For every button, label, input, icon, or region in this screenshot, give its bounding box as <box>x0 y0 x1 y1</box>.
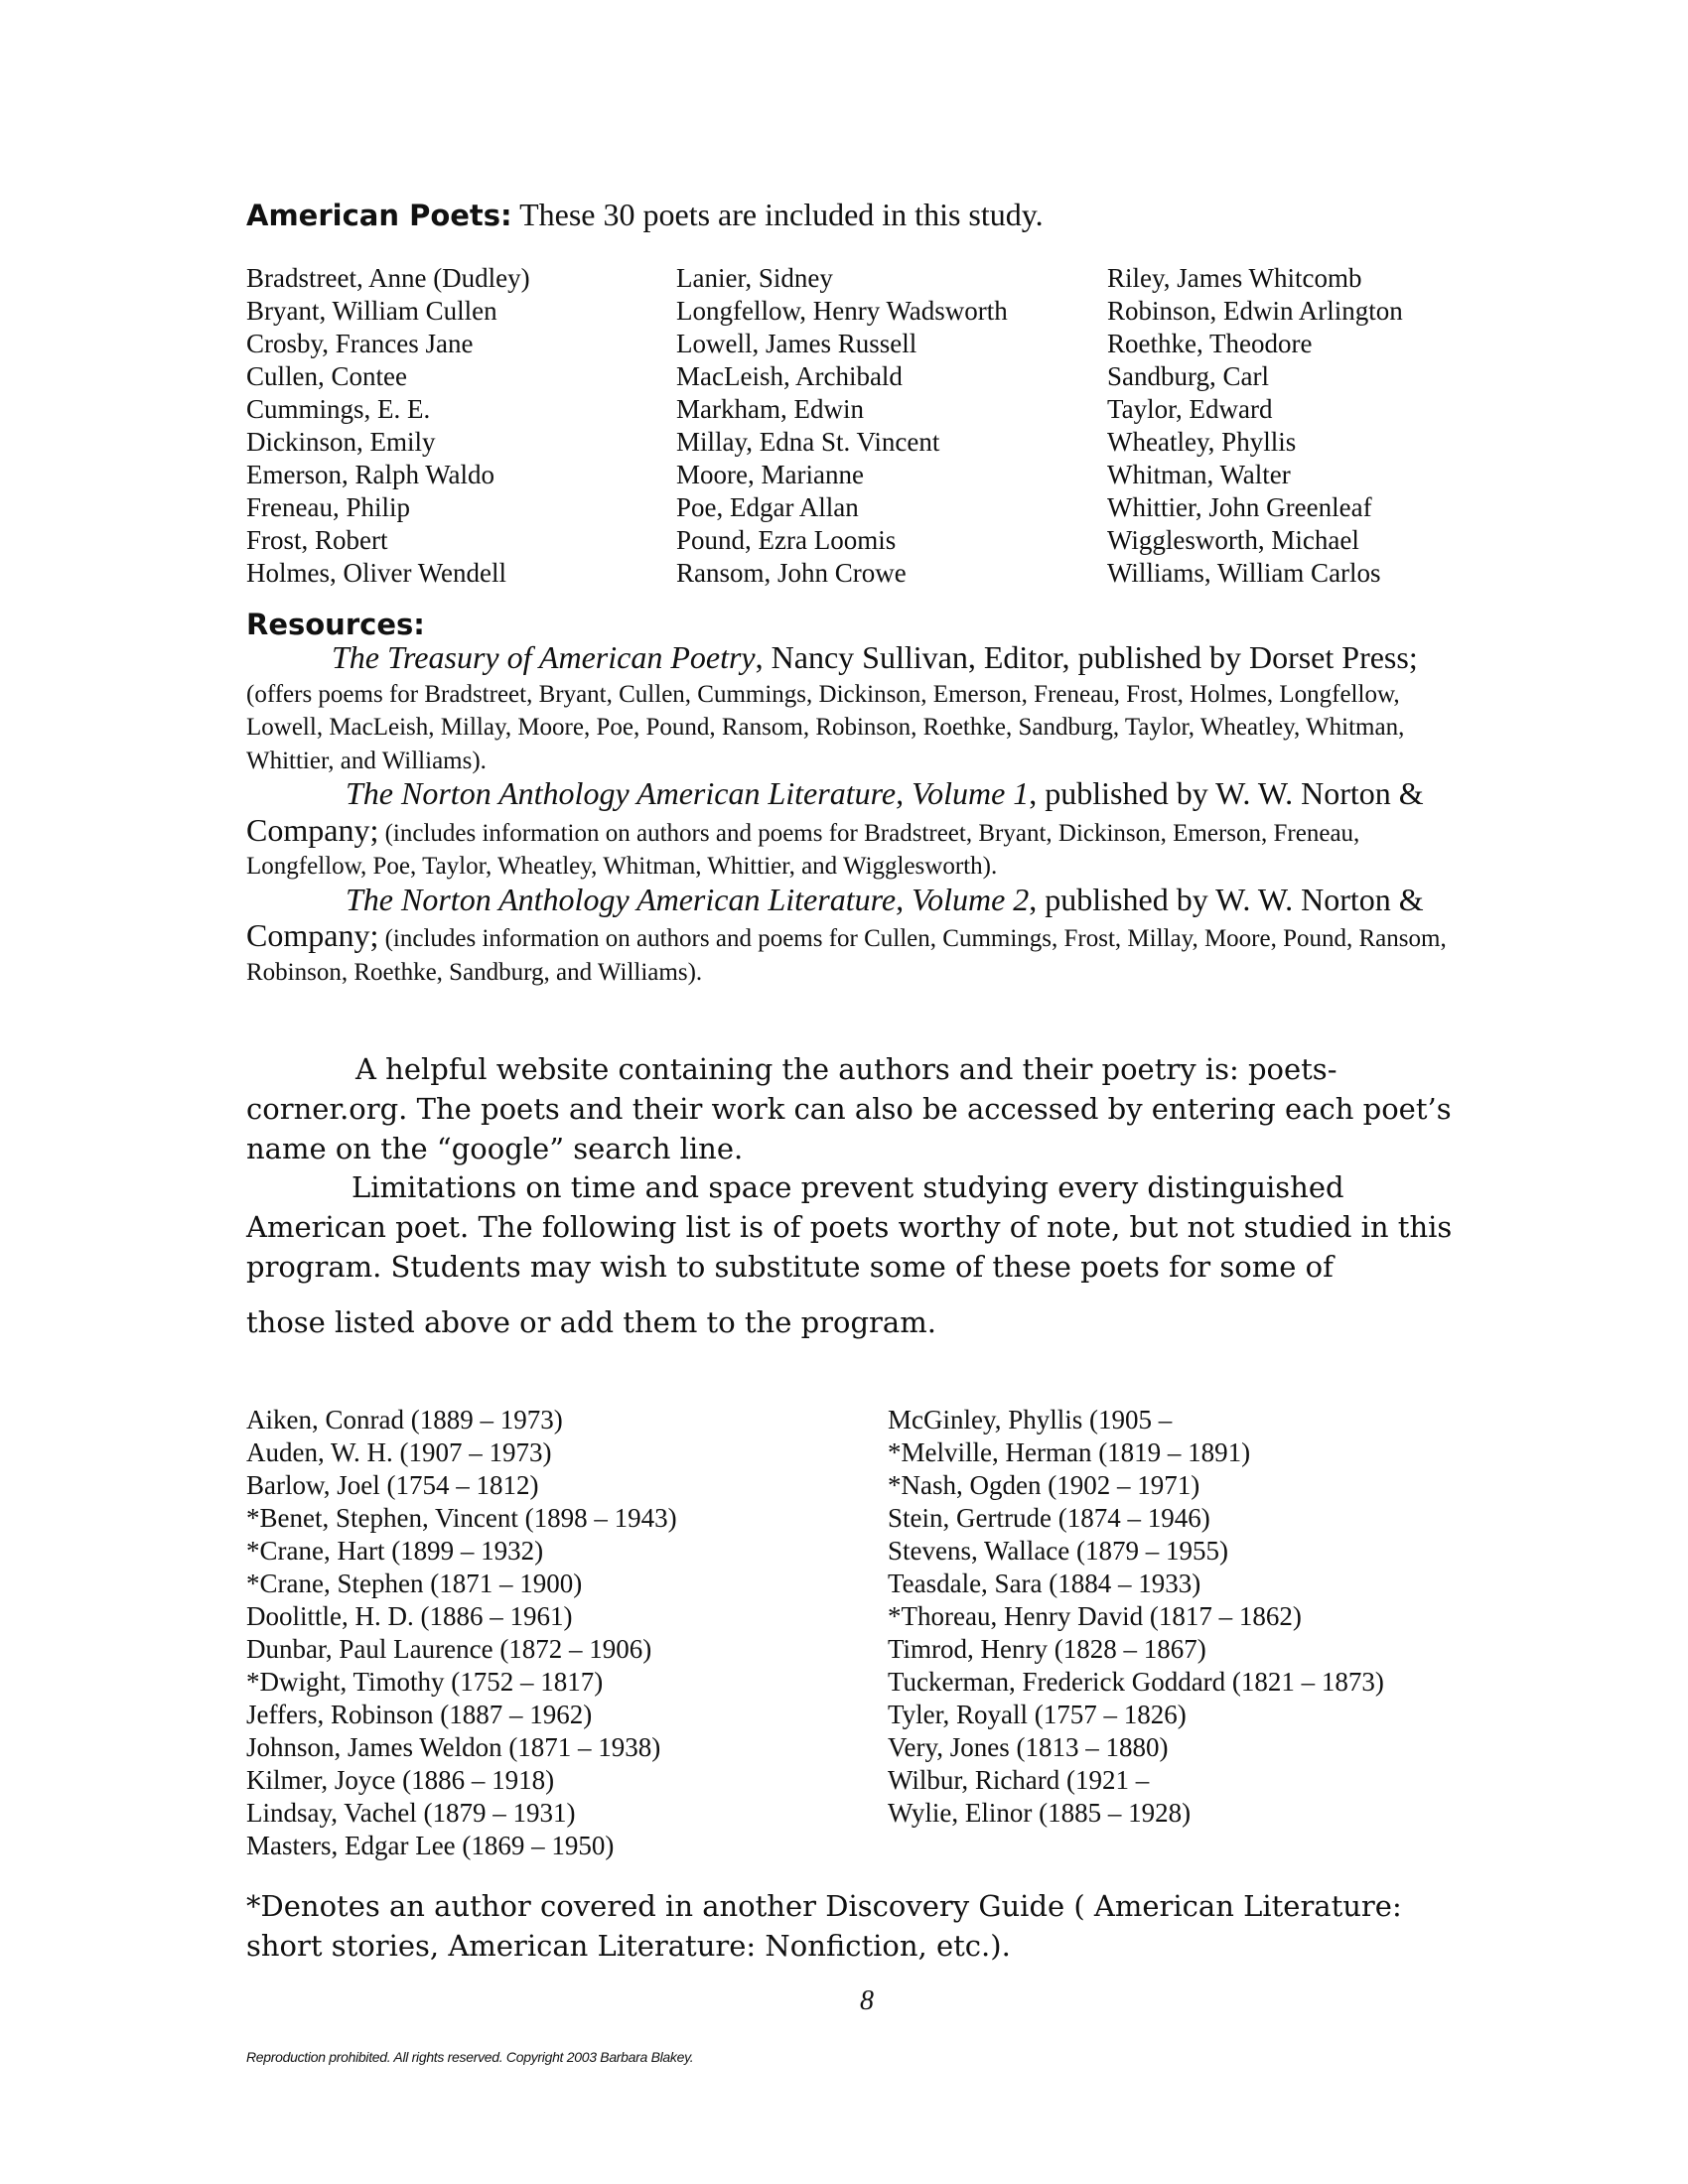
poet-list-item: Riley, James Whitcomb <box>1107 263 1362 293</box>
additional-poet-item: Kilmer, Joyce (1886 – 1918) <box>246 1765 555 1795</box>
additional-poet-item: Very, Jones (1813 – 1880) <box>888 1732 1169 1762</box>
resource-title: The Norton Anthology American Literature, Volume 2 <box>346 881 1030 917</box>
poet-list-item: Lowell, James Russell <box>676 329 917 358</box>
poet-list-item: Roethke, Theodore <box>1107 329 1313 358</box>
additional-poet-item: Teasdale, Sara (1884 – 1933) <box>888 1569 1201 1598</box>
heading-text: These 30 poets are included in this study. <box>511 197 1044 232</box>
additional-poets-column-1 <box>246 1404 677 1862</box>
additional-poet-item: Auden, W. H. (1907 – 1973) <box>246 1437 552 1467</box>
additional-poet-item: *Melville, Herman (1819 – 1891) <box>888 1437 1251 1467</box>
additional-poet-item: *Benet, Stephen, Vincent (1898 – 1943) <box>246 1503 677 1533</box>
additional-poet-item: Wylie, Elinor (1885 – 1928) <box>888 1798 1192 1828</box>
resource-publisher: , Nancy Sullivan, Editor, published by Dorset Press; <box>755 639 1418 675</box>
heading-label: American Poets: <box>246 199 512 232</box>
poet-list-item: Cummings, E. E. <box>246 394 431 424</box>
additional-poet-item: *Crane, Stephen (1871 – 1900) <box>246 1569 583 1598</box>
poet-list-item: Ransom, John Crowe <box>676 558 907 588</box>
poet-list-item: Longfellow, Henry Wadsworth <box>676 296 1008 326</box>
resource-publisher: , published by W. W. Norton & Company; <box>246 881 1424 953</box>
resource-title: The Treasury of American Poetry <box>332 639 756 675</box>
resource-treasury <box>246 641 1468 777</box>
additional-poet-item: *Dwight, Timothy (1752 – 1817) <box>246 1667 604 1697</box>
poet-list-item: Frost, Robert <box>246 525 388 555</box>
additional-poet-item: Dunbar, Paul Laurence (1872 – 1906) <box>246 1634 652 1664</box>
poet-list-item: Moore, Marianne <box>676 460 864 489</box>
additional-poet-item: Wilbur, Richard (1921 – <box>888 1765 1150 1795</box>
additional-poet-item: *Crane, Hart (1899 – 1932) <box>246 1536 544 1566</box>
resource-note: (includes information on authors and poems for Bradstreet, Bryant, Dickinson, Emerson, Freneau, Longfellow, Poe, Taylor, Wheatley, Whitman, Whittier, and Wigglesworth). <box>246 819 1360 880</box>
resources-heading: Resources: <box>246 608 425 641</box>
poet-list-item: Holmes, Oliver Wendell <box>246 558 507 588</box>
additional-poet-item: Aiken, Conrad (1889 – 1973) <box>246 1405 563 1434</box>
poet-list-item: Wheatley, Phyllis <box>1107 427 1297 457</box>
poet-list-item: Bradstreet, Anne (Dudley) <box>246 263 530 293</box>
additional-poet-item: *Nash, Ogden (1902 – 1971) <box>888 1470 1200 1500</box>
poet-list-item: MacLeish, Archibald <box>676 361 903 391</box>
additional-poet-item: Barlow, Joel (1754 – 1812) <box>246 1470 539 1500</box>
poet-list <box>246 262 1458 600</box>
poet-list-item: Freneau, Philip <box>246 492 410 522</box>
resource-norton-vol2 <box>246 881 1468 990</box>
resource-title: The Norton Anthology American Literature, Volume 1 <box>346 775 1030 811</box>
poet-list-item: Markham, Edwin <box>676 394 864 424</box>
poet-list-item: Pound, Ezra Loomis <box>676 525 897 555</box>
poet-list-item: Robinson, Edwin Arlington <box>1107 296 1403 326</box>
additional-poet-item: Timrod, Henry (1828 – 1867) <box>888 1634 1206 1664</box>
poet-list-item: Poe, Edgar Allan <box>676 492 859 522</box>
copyright-notice: Reproduction prohibited. All rights reserved. Copyright 2003 Barbara Blakey. <box>246 2049 694 2065</box>
poet-list-item: Whitman, Walter <box>1107 460 1291 489</box>
additional-poet-item: Stein, Gertrude (1874 – 1946) <box>888 1503 1210 1533</box>
poet-list-item: Wigglesworth, Michael <box>1107 525 1359 555</box>
limitations-paragraph: Limitations on time and space prevent studying every distinguished American poet. The following list is of poets worthy of note, but not studied in this program. Students may wish to substitute some of these poets for some of <box>246 1170 1453 1284</box>
poet-list-item: Emerson, Ralph Waldo <box>246 460 495 489</box>
limitations-paragraph-end: those listed above or add them to the program. <box>246 1305 936 1339</box>
poet-list-item: Whittier, John Greenleaf <box>1107 492 1372 522</box>
resource-publisher: , published by W. W. Norton & Company; <box>246 775 1424 848</box>
additional-poet-item: Tyler, Royall (1757 – 1826) <box>888 1700 1187 1729</box>
american-poets-heading <box>246 197 1044 233</box>
resources-section <box>246 641 1468 989</box>
additional-poet-item: Johnson, James Weldon (1871 – 1938) <box>246 1732 661 1762</box>
poet-list-item: Millay, Edna St. Vincent <box>676 427 940 457</box>
additional-poet-item: Stevens, Wallace (1879 – 1955) <box>888 1536 1228 1566</box>
poet-list-item: Williams, William Carlos <box>1107 558 1381 588</box>
resource-note: (includes information on authors and poems for Cullen, Cummings, Frost, Millay, Moore, Pound, Ransom, Robinson, Roethke, Sandburg, and Williams). <box>246 925 1447 986</box>
additional-poet-item: Masters, Edgar Lee (1869 – 1950) <box>246 1831 615 1860</box>
additional-poet-item: Lindsay, Vachel (1879 – 1931) <box>246 1798 576 1828</box>
additional-poet-item: McGinley, Phyllis (1905 – <box>888 1405 1173 1434</box>
poet-list-item: Lanier, Sidney <box>676 263 833 293</box>
additional-poet-item: Doolittle, H. D. (1886 – 1961) <box>246 1601 573 1631</box>
poet-list-item: Taylor, Edward <box>1107 394 1273 424</box>
additional-poets-column-2 <box>888 1404 1384 1830</box>
poet-list-item: Crosby, Frances Jane <box>246 329 474 358</box>
poet-column-1 <box>246 262 530 590</box>
resource-norton-vol1 <box>246 777 1468 884</box>
poet-column-3 <box>1107 262 1403 590</box>
poet-list-item: Dickinson, Emily <box>246 427 436 457</box>
website-paragraph: A helpful website containing the authors and their poetry is: poets-corner.org. The poets and their work can also be accessed by entering each poet’s name on the “google” search line. <box>246 1052 1452 1165</box>
page-number: 8 <box>860 1985 874 2016</box>
footnote: *Denotes an author covered in another Discovery Guide ( American Literature: short stories, American Literature: Nonfiction, etc.). <box>246 1889 1402 1963</box>
additional-poet-item: Tuckerman, Frederick Goddard (1821 – 1873) <box>888 1667 1384 1697</box>
additional-poet-item: Jeffers, Robinson (1887 – 1962) <box>246 1700 593 1729</box>
poet-list-item: Sandburg, Carl <box>1107 361 1269 391</box>
resource-note: (offers poems for Bradstreet, Bryant, Cullen, Cummings, Dickinson, Emerson, Freneau, Frost, Holmes, Longfellow, Lowell, MacLeish, Millay, Moore, Poe, Pound, Ransom, Robinson, Roethke, Sandburg, Taylor, Wheatley, Whitman, Whittier, and Williams). <box>246 680 1405 774</box>
poet-list-item: Bryant, William Cullen <box>246 296 497 326</box>
additional-poets-list <box>246 1404 1487 1860</box>
poet-column-2 <box>676 262 1008 590</box>
additional-poet-item: *Thoreau, Henry David (1817 – 1862) <box>888 1601 1302 1631</box>
poet-list-item: Cullen, Contee <box>246 361 407 391</box>
